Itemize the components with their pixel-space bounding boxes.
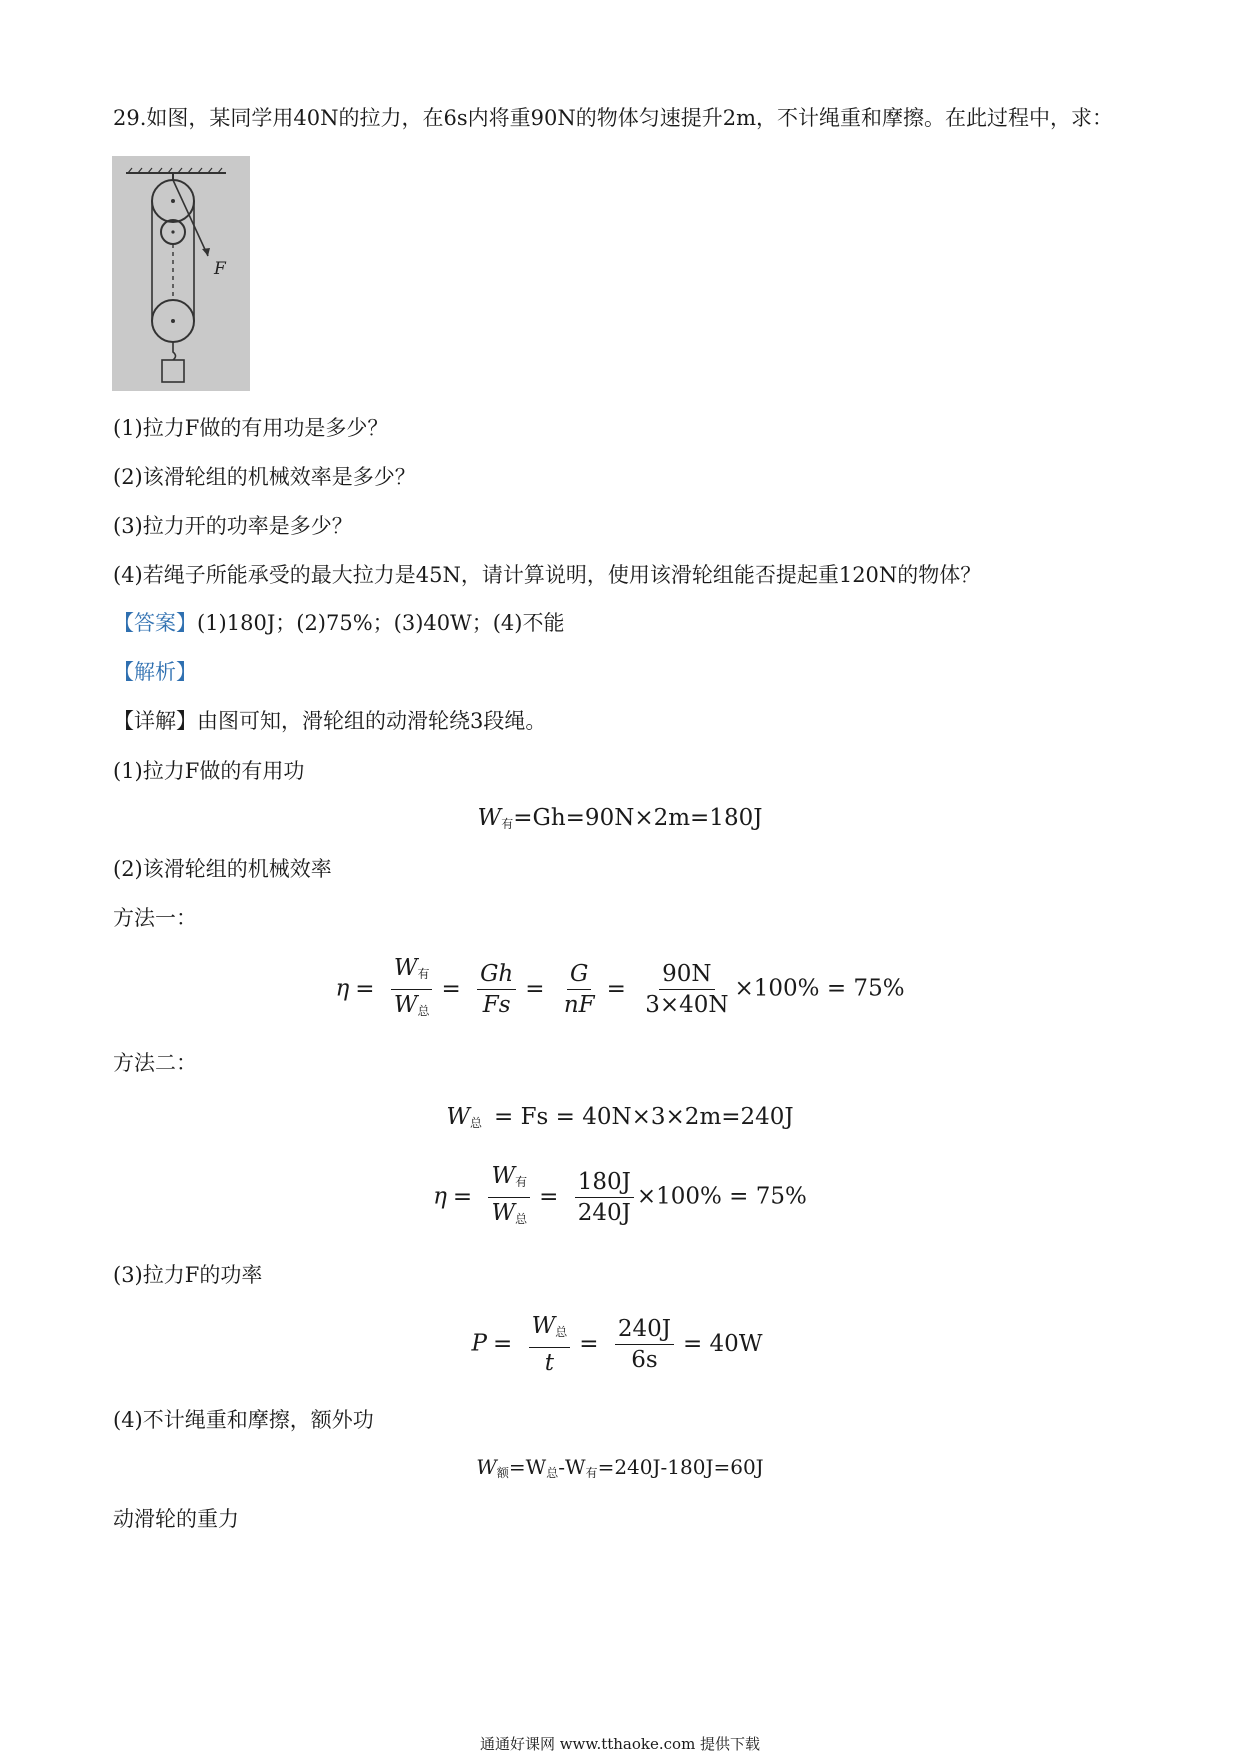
- page-footer: 通通好课网 www.tthaoke.com 提供下载: [479, 1735, 761, 1753]
- detail-intro: 由图可知，滑轮组的动滑轮绕3段绳。: [197, 709, 547, 733]
- equation-power: P = $\frac{W_总}{t}$ = $\frac{240J}{6s}$ = 40W: [471, 1313, 763, 1376]
- last-line: 动滑轮的重力: [113, 1507, 239, 1531]
- part1-heading: (1)拉力F做的有用功: [113, 759, 305, 783]
- part2-heading: (2)该滑轮组的机械效率: [113, 857, 332, 881]
- answer-tag: 【答案】: [113, 611, 197, 635]
- fraction-power-numeric: $\frac{240J}{6s}$: [615, 1316, 674, 1373]
- answer-line: [113, 609, 564, 637]
- equation-efficiency-2: η = $\frac{W_有}{W_总}$ = $\frac{180J}{240J}$ ×100% = 75%: [0, 1163, 1240, 1232]
- fraction-numeric: $\frac{90N}{3\times 40N}$: [645, 961, 729, 1018]
- sub-question-3: (3)拉力开的功率是多少？: [113, 514, 353, 538]
- equation-useful-work: $W_有=Gh=90N\times 2m=180J$: [477, 805, 763, 831]
- fraction-numeric-2: $\frac{180J}{240J}$: [575, 1169, 634, 1226]
- fraction-gh-fs: $\frac{Gh}{Fs}$: [477, 961, 516, 1018]
- fraction-w-ratio-2: $\frac{W_有}{W_总}$: [488, 1163, 530, 1232]
- question-text: 29.如图，某同学用40N的拉力，在6s内将重90N的物体匀速提升2m，不计绳重和摩擦。在此过程中，求：: [113, 106, 1113, 130]
- detail-line: [113, 707, 546, 735]
- force-label: F: [214, 259, 226, 279]
- method-one-label: 方法一：: [113, 906, 197, 930]
- detail-tag: 【详解】: [113, 709, 197, 733]
- fraction-w-ratio: $\frac{W_有}{W_总}$: [391, 955, 433, 1024]
- equation-total-work: $W_总 = Fs = 40N\times 3\times 2m=240J$: [446, 1104, 794, 1130]
- fraction-g-nf: $\frac{G}{nF}$: [563, 961, 595, 1018]
- part4-heading: (4)不计绳重和摩擦，额外功: [113, 1408, 374, 1432]
- pulley-figure: [112, 156, 250, 391]
- answer-text: (1)180J；(2)75%；(3)40W；(4)不能: [197, 611, 565, 635]
- part3-heading: (3)拉力F的功率: [113, 1263, 263, 1287]
- analysis-tag: 【解析】: [113, 660, 197, 684]
- sub-question-1: (1)拉力F做的有用功是多少？: [113, 416, 389, 440]
- pulley-diagram: [112, 156, 250, 391]
- method-two-label: 方法二：: [113, 1051, 197, 1075]
- equation-extra-work: $W_额=W_总-W_有=240J-180J=60J$: [476, 1455, 764, 1480]
- sub-question-4: (4)若绳子所能承受的最大拉力是45N，请计算说明，使用该滑轮组能否提起重120N的物体？: [113, 563, 982, 587]
- equation-efficiency-1: η = $\frac{W_有}{W_总}$ = $\frac{Gh}{Fs}$ = $\frac{G}{nF}$ = $\frac{90N}{3\times 40N}$ ×100% = 75%: [0, 955, 1240, 1024]
- sub-question-2: (2)该滑轮组的机械效率是多少？: [113, 465, 416, 489]
- fraction-w-t: $\frac{W_总}{t}$: [529, 1313, 571, 1376]
